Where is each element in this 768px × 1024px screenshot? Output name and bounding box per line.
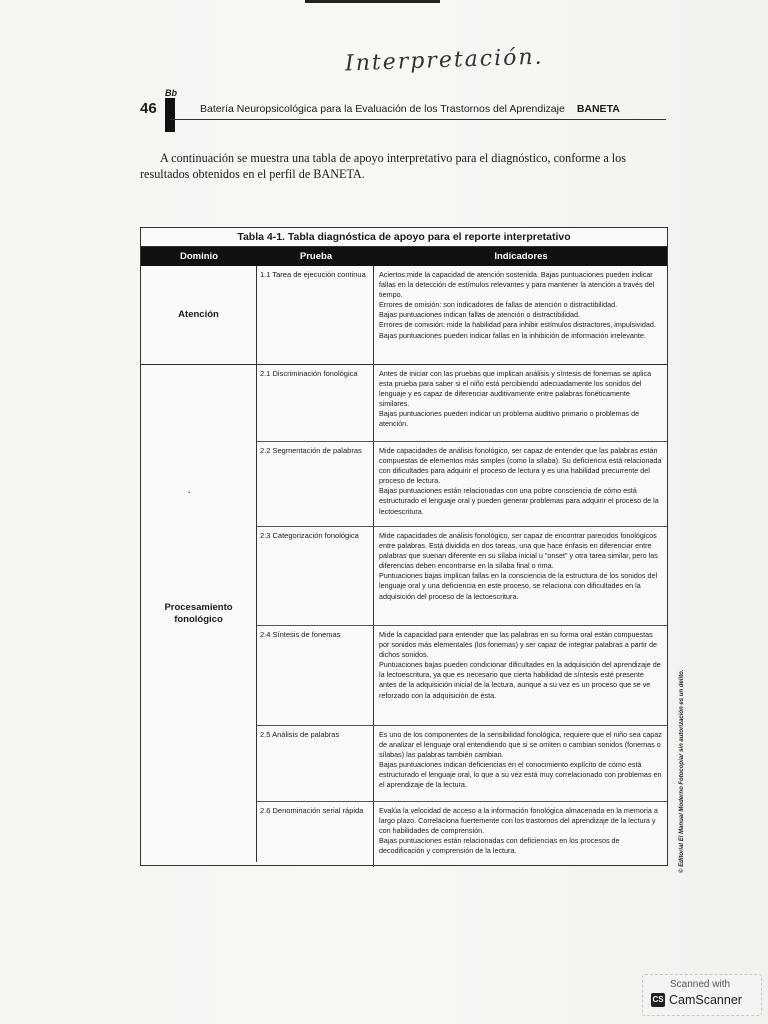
- prueba-cell: 2.3 Categorización fonológica: [257, 527, 374, 625]
- camscanner-watermark: [642, 974, 762, 1016]
- header-small-label: Bb: [165, 88, 177, 98]
- indicadores-cell: Antes de iniciar con las pruebas que implican análisis y síntesis de fonemas se aplica esta prueba para saber si el niño está percibiendo adecuadamente los sonidos del lenguaje y es capaz de diferenciar auditivamente entre palabras fonéticamente similares. Bajas puntuaciones pueden indicar un problema auditivo primario o problemas de atención.: [379, 369, 652, 429]
- header-black-bar: [165, 98, 175, 132]
- table-caption: Tabla 4-1. Tabla diagnóstica de apoyo para el reporte interpretativo: [141, 228, 667, 247]
- prueba-cell: 2.1 Discriminación fonológica: [257, 365, 374, 441]
- top-scan-mark: [305, 0, 440, 3]
- indicadores-cell: Mide capacidades de análisis fonológico, ser capaz de encontrar parecidos fonológicos entre palabras. Está dividida en dos tareas, una que hace énfasis en diferenciar entre palabras que suenan diferente en su sílaba inicial u "onset" y otra tarea similar, pero las diferencias deben encontrarse en la sílaba final o rima. Puntuaciones bajas implican fallas en la consciencia de la estructura de los sonidos del lenguaje oral y una deficiencia en este proceso, se relaciona con dificultades en la adquisición del proceso de la lectoescritura.: [379, 531, 658, 601]
- side-copyright-text: © Editorial El Manual Moderno Fotocopiar sin autorización es un delito.: [679, 669, 685, 873]
- domain-rows: [257, 266, 667, 364]
- prueba-cell: 2.6 Denominación serial rápida: [257, 802, 374, 867]
- page-number: 46: [140, 100, 157, 117]
- column-header-indicadores: Indicadores: [494, 251, 548, 262]
- prueba-cell: 2.5 Análisis de palabras: [257, 726, 374, 801]
- domain-group-atencion: [141, 266, 667, 364]
- prueba-cell: 2.2 Segmentación de palabras: [257, 442, 374, 526]
- table-row: [257, 725, 667, 801]
- book-title: Batería Neuropsicológica para la Evaluación de los Trastornos del Aprendizaje: [200, 103, 565, 115]
- prueba-cell: 1.1 Tarea de ejecución continua: [257, 266, 374, 364]
- camscanner-name: CamScanner: [669, 993, 742, 1007]
- indicadores-cell: Mide la capacidad para entender que las palabras en su forma oral están compuestas por sonidos más elementales (los fonemas) y ser capaz de integrar palabras a partir de dichos sonidos. Puntuaciones bajas pueden condicionar dificultades en la adquisición del aprendizaje de la lectoescritura, ya que es necesario que cierta habilidad de síntesis esté presente antes de la adquisición inicial de la lectura, aunque a su vez es un proceso que se ve reforzado con la adquisición de ésta.: [379, 630, 661, 700]
- table-row: [257, 365, 667, 441]
- domain-cell: Atención: [141, 266, 257, 364]
- book-brand: BANETA: [576, 103, 620, 115]
- side-copyright: [670, 638, 684, 878]
- domain-group-procesamiento: [141, 364, 667, 862]
- table-row: [257, 526, 667, 625]
- header-title: [200, 103, 620, 115]
- page-header: [140, 88, 666, 122]
- diagnostic-table: [140, 227, 668, 866]
- scanned-with-text: Scanned with: [670, 979, 731, 990]
- intro-text: A continuación se muestra una tabla de apoyo interpretativo para el diagnóstico, conforme a los resultados obtenidos en el perfil de BANETA.: [140, 151, 627, 181]
- column-header-dominio: Dominio: [180, 251, 218, 262]
- indicadores-cell: Es uno de los componentes de la sensibilidad fonológica, requiere que el niño sea capaz de analizar el lenguaje oral entendiendo que si se omiten o cambian sonidos (fonemas o sílabas) las palabras también cambian. Bajas puntuaciones indican deficiencias en el conocimiento explícito de cómo está estructurado el lenguaje oral, lo que a su vez está muy correlacionado con problemas en el aprendizaje de la lectura.: [379, 730, 662, 790]
- header-rule: [170, 119, 666, 120]
- domain-cell: [141, 365, 257, 862]
- table-row: [257, 441, 667, 526]
- intro-paragraph: [140, 150, 670, 182]
- domain-label: Procesamiento fonológico: [164, 601, 233, 625]
- indicadores-cell: Aciertos:mide la capacidad de atención sostenida. Bajas puntuaciones pueden indicar fallas en la detección de estímulos relevantes y para mantener la atención a través del tiempo. Errores de omisión: son indicadores de fallas de atención o distractibilidad. Bajas puntuaciones indican fallas de atención o distractibilidad. Errores de comisión: mide la habilidad para inhibir estímulos distractores, impulsividad. Bajas puntuaciones pueden indicar fallas en la inhibición de información irrelevante.: [379, 270, 656, 340]
- indicadores-cell: Evalúa la velocidad de acceso a la información fonológica almacenada en la memoria a largo plazo. Correlaciona fuertemente con los trastornos del aprendizaje de la lectura y con habilidades de comprensión. Bajas puntuaciones están relacionadas con deficiencias en los procesos de decodificación y comprensión de la lectura.: [379, 806, 658, 856]
- dot-mark: ·: [188, 488, 191, 497]
- table-header: [141, 247, 667, 266]
- column-header-prueba: Prueba: [299, 251, 333, 262]
- table-row: [257, 625, 667, 725]
- indicadores-cell: Mide capacidades de análisis fonológico, ser capaz de entender que las palabras están compuestas de elementos más simples (como la sílaba). Su deficiencia está relacionada con dificultades para adquirir el proceso de lectura y es una habilidad precurrente del proceso de lectura. Bajas puntuaciones están relacionadas con una pobre consciencia de cómo está estructurado el lenguaje oral y pueden generar problemas para adquirir el proceso de la lectoescritura.: [379, 446, 662, 516]
- handwritten-note: Interpretación.: [344, 44, 544, 77]
- prueba-cell: 2.4 Síntesis de fonemas: [257, 626, 374, 725]
- table-row: [257, 801, 667, 867]
- domain-rows: [257, 365, 667, 862]
- table-row: [257, 266, 667, 364]
- camscanner-logo-icon: CS: [651, 993, 665, 1007]
